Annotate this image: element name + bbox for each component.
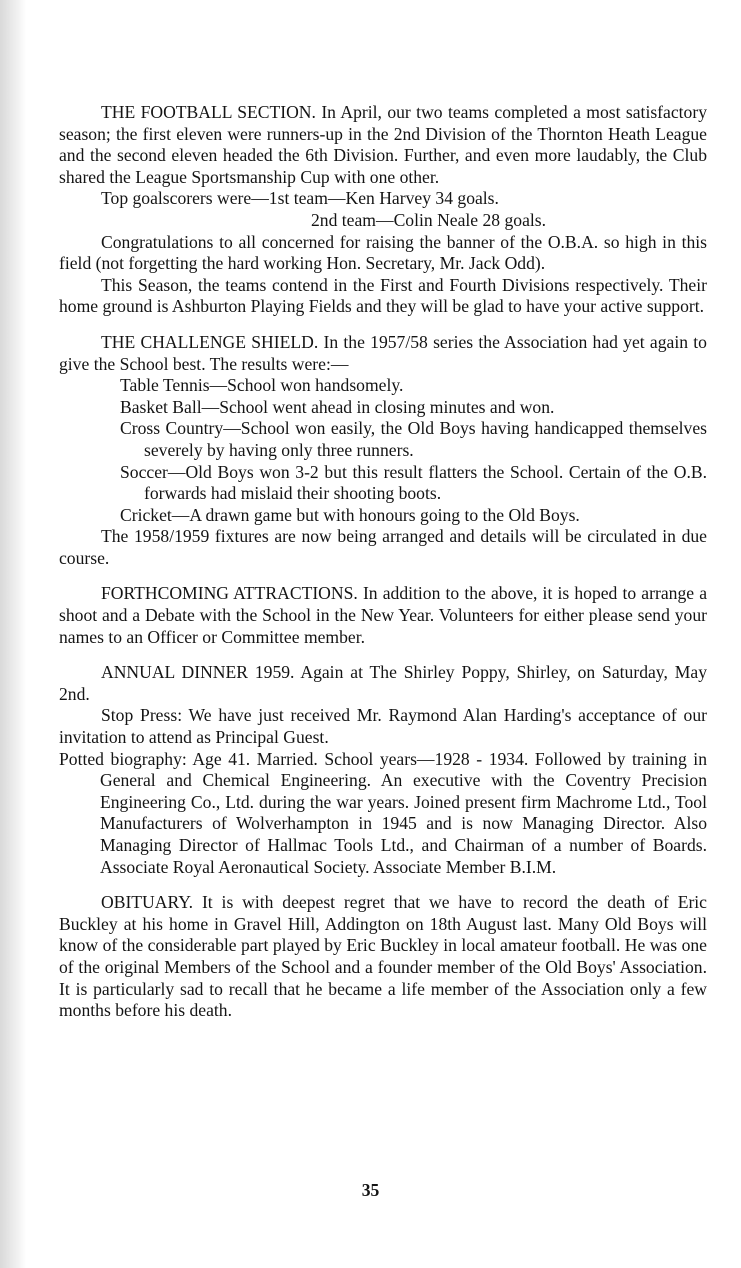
obituary-paragraph: [59, 892, 707, 1022]
goalscorers-line-2: 2nd team—Colin Neale 28 goals.: [311, 209, 547, 230]
obituary-heading: OBITUARY.: [101, 892, 194, 913]
dinner-text: Again at The Shirley Poppy, Shirley, on Saturday, May 2nd.: [59, 662, 707, 704]
football-paragraph-1: [59, 102, 707, 188]
attractions-heading: FORTHCOMING ATTRACTIONS.: [101, 583, 358, 604]
result-soccer: Soccer—Old Boys won 3-2 but this result flatters the School. Certain of the O.B. forwards had mislaid their shooting boots.: [120, 461, 707, 504]
document-page: [59, 102, 707, 1022]
obituary-section: [59, 892, 707, 1022]
football-paragraph-3: This Season, the teams contend in the First and Fourth Divisions respectively. Their home ground is Ashburton Playing Fields and they will be glad to have your active support.: [59, 274, 707, 317]
dinner-heading: ANNUAL DINNER 1959.: [101, 662, 295, 683]
result-basket-ball: Basket Ball—School went ahead in closing minutes and won.: [120, 396, 555, 417]
page-number: 35: [361, 1180, 380, 1200]
result-cricket: Cricket—A drawn game but with honours going to the Old Boys.: [120, 504, 580, 525]
shield-intro: [59, 332, 707, 375]
dinner-paragraph: [59, 662, 707, 705]
shield-intro-text: In the 1957/58 series the Association had yet again to give the School best. The results were:—: [59, 331, 707, 374]
football-text-1: In April, our two teams completed a most satisfactory season; the first eleven were runners-up in the 2nd Division of the Thornton Heath League and the second eleven headed the 6th Division. Further, and even more laudably, the Club shared the League Sportsmanship Cup with one other.: [59, 102, 707, 187]
result-cross-country: Cross Country—School won easily, the Old Boys having handicapped themselves severely by having only three runners.: [120, 418, 707, 460]
stop-press-paragraph: Stop Press: We have just received Mr. Raymond Alan Harding's acceptance of our invitation to attend as Principal Guest.: [59, 705, 707, 748]
attractions-paragraph: [59, 583, 707, 648]
football-heading: THE FOOTBALL SECTION.: [101, 102, 316, 122]
attractions-text: In addition to the above, it is hoped to arrange a shoot and a Debate with the School in the New Year. Volunteers for either please send your names to an Officer or Committee member.: [59, 583, 707, 647]
shield-results-list: [120, 375, 707, 526]
goalscorers-line-1: Top goalscorers were—1st team—Ken Harvey 34 goals.: [101, 188, 499, 209]
football-paragraph-2: Congratulations to all concerned for raising the banner of the O.B.A. so high in this field (not forgetting the hard working Hon. Secretary, Mr. Jack Odd).: [59, 231, 707, 274]
result-table-tennis: Table Tennis—School won handsomely.: [120, 375, 404, 396]
attractions-section: [59, 583, 707, 648]
shield-closing: The 1958/1959 fixtures are now being arranged and details will be circulated in due course.: [59, 526, 707, 568]
potted-biography: Potted biography: Age 41. Married. School years—1928 - 1934. Followed by training in General and Chemical Engineering. An executive with the Coventry Precision Engineering Co., Ltd. during the war years. Joined present firm Machrome Ltd., Tool Manufacturers of Wolverhampton in 1945 and is now Managing Director. Also Managing Director of Hallmac Tools Ltd., and Chairman of a number of Boards. Associate Royal Aeronautical Society. Associate Member B.I.M.: [59, 748, 707, 877]
obituary-text: It is with deepest regret that we have to record the death of Eric Buckley at his home in Gravel Hill, Addington on 18th August last. Many Old Boys will know of the considerable part played by Eric Buckley in local amateur football. He was one of the original Members of the School and a founder member of the Old Boys' Association. It is particularly sad to recall that he became a life member of the Association only a few months before his death.: [59, 892, 707, 1021]
challenge-shield-section: [59, 332, 707, 570]
dinner-section: [59, 662, 707, 878]
shield-heading: THE CHALLENGE SHIELD.: [101, 331, 319, 352]
football-section: [59, 102, 707, 318]
page-edge-shadow: [0, 0, 26, 1268]
